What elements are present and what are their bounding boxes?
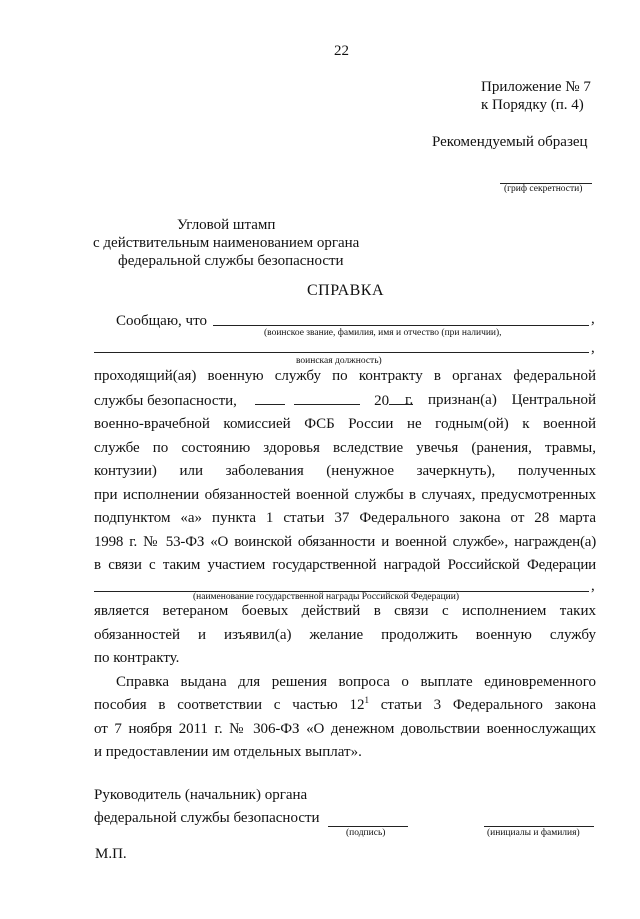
issued-part-superscript: 1	[364, 695, 369, 705]
issued-line-2	[94, 697, 596, 714]
body-line-7: подпунктом «а» пункта 1 статьи 37 Федерального закона от 28 марта	[94, 510, 596, 526]
page-number: 22	[334, 43, 349, 59]
stamp-line-2: с действительным наименованием органа	[93, 235, 360, 251]
secrecy-caption: (гриф секретности)	[504, 184, 583, 194]
award-caption: (наименование государственной награды Российской Федерации)	[193, 592, 460, 602]
report-caption-2: воинская должность)	[296, 356, 382, 366]
day-blank	[255, 392, 285, 405]
issued-line-1: Справка выдана для решения вопроса о выплате единовременного	[116, 674, 596, 690]
sample-label: Рекомендуемый образец	[432, 134, 588, 150]
year-prefix: 20	[374, 393, 390, 409]
order-reference: к Порядку (п. 4)	[481, 97, 584, 113]
report-name-line	[213, 325, 589, 326]
stamp-line-1: Угловой штамп	[177, 217, 276, 233]
body-line-9: в связи с таким участием государственной наградой Российской Федерации	[94, 557, 596, 573]
report-position-line	[94, 352, 589, 353]
body-line-2a: службы безопасности,	[94, 393, 237, 409]
name-caption: (инициалы и фамилия)	[487, 828, 580, 838]
report-caption-1: (воинское звание, фамилия, имя и отчество (при наличии),	[264, 328, 502, 338]
body-line-3: военно-врачебной комиссией ФСБ России не годным(ой) к военной	[94, 416, 596, 432]
issued-line-2a: пособия в соответствии с частью 12	[94, 697, 365, 713]
report-comma-2: ,	[591, 340, 595, 356]
signature-caption: (подпись)	[346, 828, 386, 838]
body-line-8: 1998 г. № 53-ФЗ «О воинской обязанности и военной службе», награжден(а)	[94, 534, 596, 550]
body-line-4: службе по состоянию здоровья вследствие увечья (ранения, травмы,	[94, 440, 596, 456]
award-comma: ,	[591, 578, 595, 594]
document-title: СПРАВКА	[307, 282, 385, 299]
issued-line-2b: статьи 3 Федерального закона	[380, 697, 597, 713]
issued-line-4: и предоставлении им отдельных выплат».	[94, 744, 362, 760]
report-comma-1: ,	[591, 311, 595, 327]
name-line	[484, 826, 594, 827]
body-line-2-start	[94, 392, 413, 410]
body-line-12: по контракту.	[94, 650, 180, 666]
body-line-5: контузии) или заболевания (ненужное зачеркнуть), полученных	[94, 463, 596, 479]
appendix-label: Приложение № 7	[481, 79, 591, 95]
body-line-10: является ветераном боевых действий в связи с исполнением таких	[94, 603, 596, 619]
body-line-6: при исполнении обязанностей военной службы в случаях, предусмотренных	[94, 487, 596, 503]
signature-title-2: федеральной службы безопасности	[94, 810, 320, 826]
body-line-11: обязанностей и изъявил(а) желание продолжить военную службу	[94, 627, 596, 643]
seal-mark: М.П.	[95, 846, 127, 862]
report-label: Сообщаю, что	[116, 313, 207, 329]
stamp-line-3: федеральной службы безопасности	[118, 253, 344, 269]
issued-line-3: от 7 ноября 2011 г. № 306-ФЗ «О денежном довольствии военнослужащих	[94, 721, 596, 737]
month-blank	[294, 392, 360, 405]
signature-line	[328, 826, 408, 827]
body-line-2c: г. признан(а) Центральной	[405, 392, 596, 408]
body-line-1: проходящий(ая) военную службу по контракту в органах федеральной	[94, 368, 596, 384]
signature-title-1: Руководитель (начальник) органа	[94, 787, 308, 803]
